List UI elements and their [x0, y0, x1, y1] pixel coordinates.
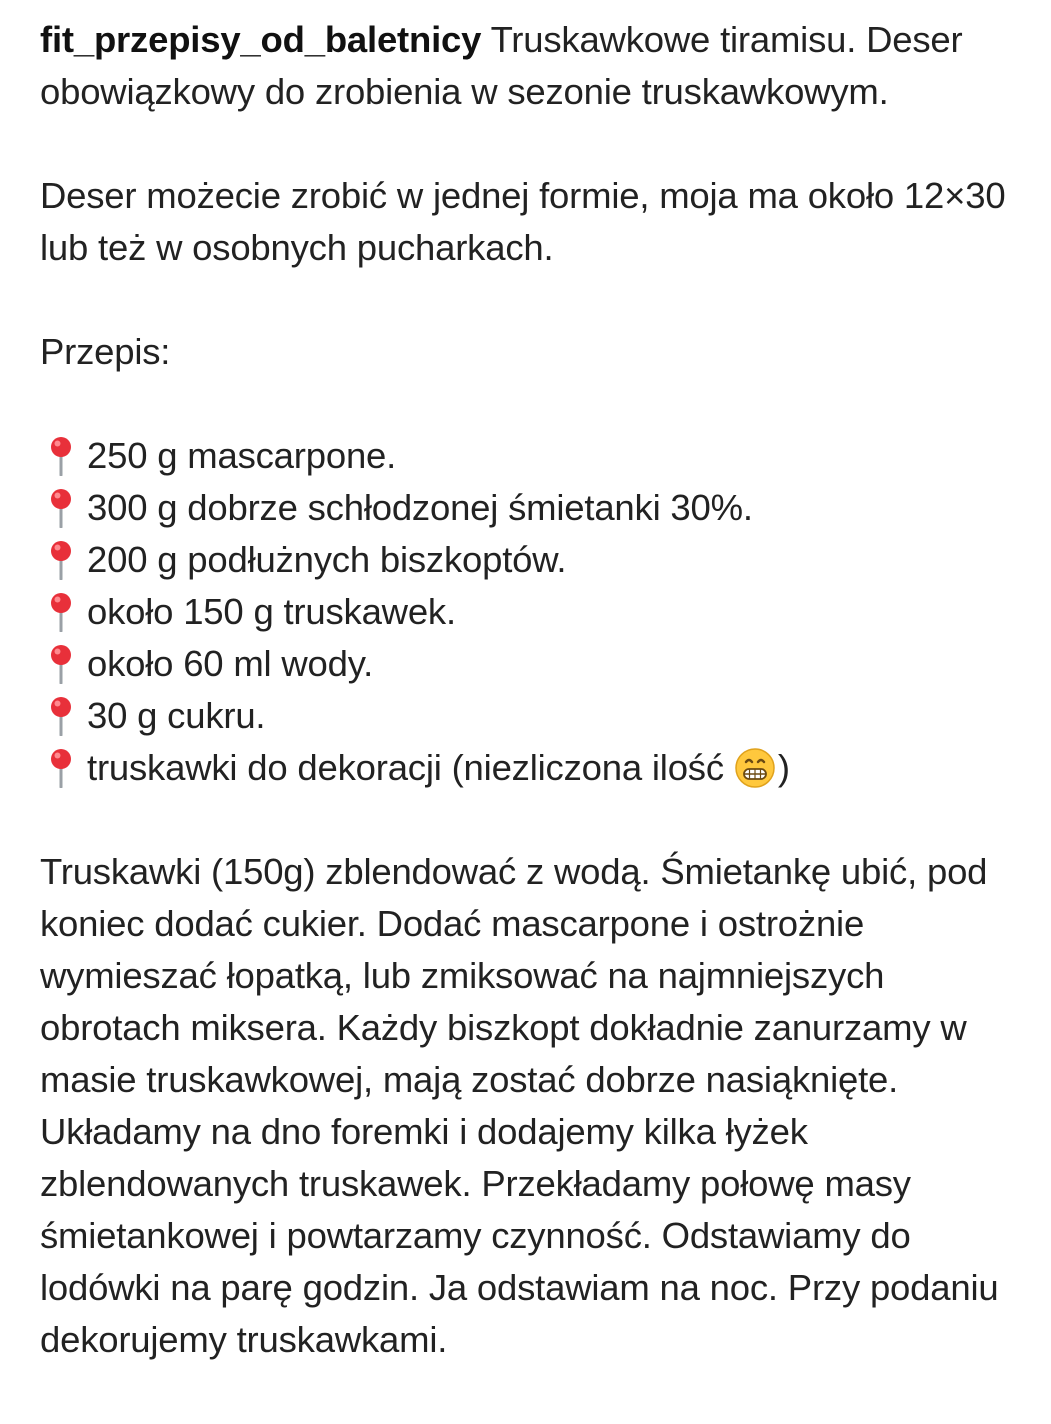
- spacer: [40, 378, 1030, 430]
- ingredient-text: 200 g podłużnych biszkoptów.: [87, 539, 567, 580]
- form-note: Deser możecie zrobić w jednej formie, moja ma około 12×30 lub też w osobnych pucharkach.: [40, 175, 1006, 268]
- post-caption: [40, 14, 1030, 1366]
- ingredient-item: [40, 534, 1030, 586]
- pushpin-icon: [44, 748, 78, 788]
- ingredient-item: [40, 690, 1030, 742]
- ingredient-text: truskawki do dekoracji (niezliczona ilość: [87, 747, 724, 788]
- pushpin-icon: [44, 540, 78, 580]
- ingredient-suffix: ): [777, 747, 790, 788]
- grinning-face-icon: [734, 747, 776, 789]
- ingredient-item: [40, 742, 1030, 794]
- recipe-heading: Przepis:: [40, 331, 171, 372]
- pushpin-icon: [44, 696, 78, 736]
- instructions-text: Truskawki (150g) zblendować z wodą. Śmietankę ubić, pod koniec dodać cukier. Dodać mascarpone i ostrożnie wymieszać łopatką, lub zmiksować na najmniejszych obrotach miksera. Każdy biszkopt dokładnie zanurzamy w masie truskawkowej, mają zostać dobrze nasiąknięte. Układamy na dno foremki i dodajemy kilka łyżek zblendowanych truskawek. Przekładamy połowę masy śmietankowej i powtarzamy czynność. Odstawiamy do lodówki na parę godzin. Ja odstawiam na noc. Przy podaniu dekorujemy truskawkami.: [40, 851, 999, 1360]
- ingredient-text: około 150 g truskawek.: [87, 591, 456, 632]
- pushpin-icon: [44, 592, 78, 632]
- ingredient-item: [40, 482, 1030, 534]
- pushpin-icon: [44, 644, 78, 684]
- username-link[interactable]: fit_przepisy_od_baletnicy: [40, 19, 482, 60]
- ingredient-item: [40, 430, 1030, 482]
- ingredient-text: 250 g mascarpone.: [87, 435, 397, 476]
- ingredient-text: 30 g cukru.: [87, 695, 266, 736]
- spacer: [40, 118, 1030, 170]
- ingredient-item: [40, 586, 1030, 638]
- spacer: [40, 274, 1030, 326]
- pushpin-icon: [44, 436, 78, 476]
- caption-intro: [40, 14, 1030, 118]
- ingredient-text: 300 g dobrze schłodzonej śmietanki 30%.: [87, 487, 753, 528]
- pushpin-icon: [44, 488, 78, 528]
- ingredient-text: około 60 ml wody.: [87, 643, 374, 684]
- ingredient-list: [40, 430, 1030, 794]
- intro-text: Truskawkowe tiramisu. Deser obowiązkowy do zrobienia w sezonie truskawkowym.: [40, 19, 963, 112]
- ingredient-item: [40, 638, 1030, 690]
- spacer: [40, 794, 1030, 846]
